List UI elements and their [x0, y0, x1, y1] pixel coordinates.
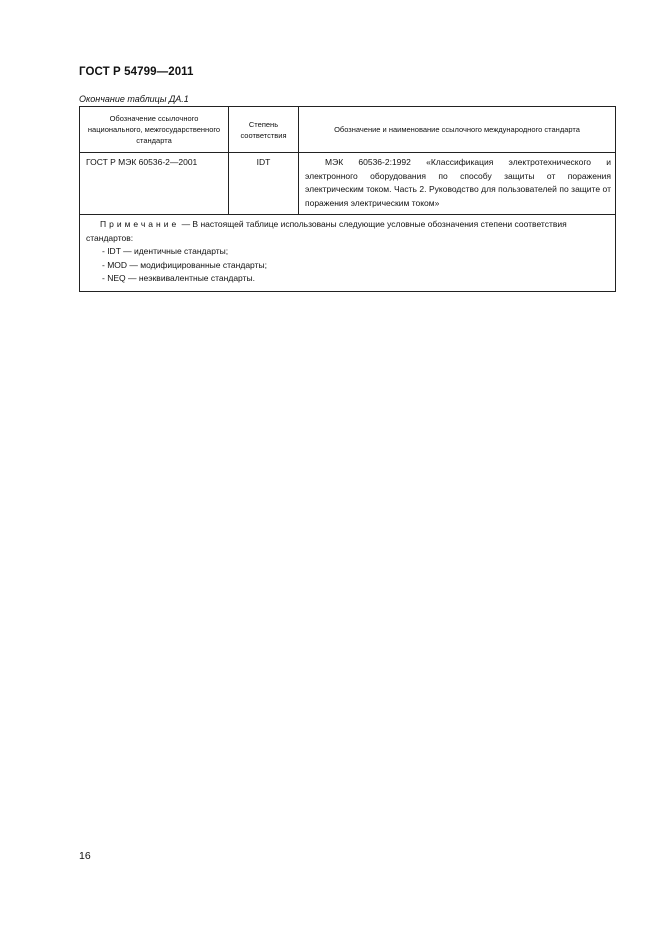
note-label: Примечание — [100, 219, 180, 229]
column-header-label: Обозначение ссылочного национального, межгосударственного стандарта — [87, 114, 221, 145]
cell-degree — [229, 153, 299, 215]
note-cell — [80, 215, 616, 292]
note-text: — В настоящей таблице использованы следующие условные обозначения степени соответствия стандартов: — [86, 219, 567, 243]
column-header-label: Степень соответствия — [240, 119, 287, 140]
note-intro — [86, 218, 609, 245]
note-list-item: - IDT — идентичные стандарты; — [102, 246, 229, 256]
reference-standards-table — [79, 106, 616, 292]
page-number: 16 — [79, 850, 91, 862]
note-list-item: - NEQ — неэквивалентные стандарты. — [102, 273, 255, 283]
cell-international-standard — [299, 153, 616, 215]
degree-text: IDT — [256, 157, 271, 167]
table-note-row — [80, 215, 616, 292]
table-header-row — [80, 107, 616, 153]
table-caption: Окончание таблицы ДА.1 — [79, 94, 189, 104]
document-code-header: ГОСТ Р 54799—2011 — [79, 66, 194, 78]
column-header-degree — [229, 107, 299, 153]
table-row — [80, 153, 616, 215]
cell-national-standard — [80, 153, 229, 215]
column-header-national-standard — [80, 107, 229, 153]
note-list-item: - MOD — модифицированные стандарты; — [102, 259, 267, 270]
international-standard-text: МЭК 60536-2:1992 «Классификация электротехнического и электронного оборудования по способу защиты от поражения электрическим током. Часть 2. Руководство для пользователей по защите от поражения электрическим током» — [305, 157, 611, 208]
column-header-international-standard — [299, 107, 616, 153]
national-standard-text: ГОСТ Р МЭК 60536-2—2001 — [86, 157, 198, 167]
column-header-label: Обозначение и наименование ссылочного международного стандарта — [334, 125, 580, 134]
